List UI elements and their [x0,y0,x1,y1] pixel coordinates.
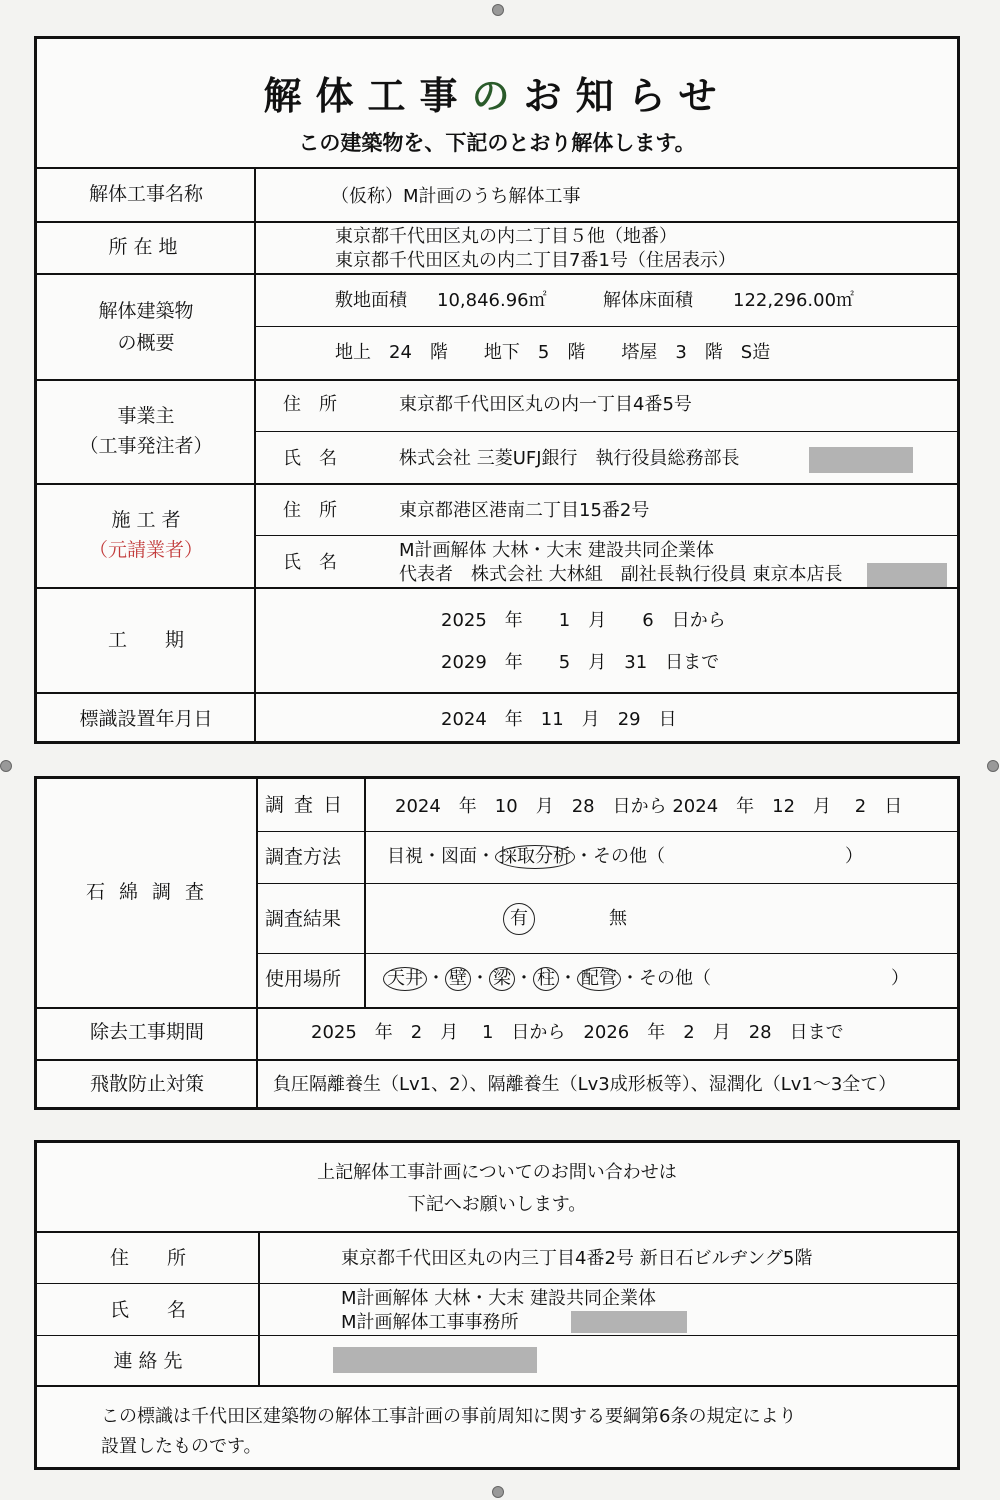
client-name-label: 氏 名 [283,448,337,469]
period-to: 2029 年 5 月 31 日まで [441,652,720,673]
client-label-line2: （工事発注者） [79,435,213,457]
method-before: 目視・図面・ [387,846,495,867]
location-line1: 東京都千代田区丸の内二丁目５他（地番） [335,226,677,247]
period-from: 2025 年 1 月 6 日から [441,610,726,631]
contact-intro-line2: 下記へお願いします。 [407,1194,587,1215]
site-area-value: 10,846.96㎡ [437,290,547,311]
places-label: 使用場所 [265,968,342,990]
redacted-name-block [867,563,947,587]
pin-icon [987,760,999,772]
contractor-name-line2: 代表者 株式会社 大林組 副社長執行役員 東京本店長 [399,564,843,585]
client-name: 株式会社 三菱UFJ銀行 執行役員総務部長 [399,448,740,469]
sign-date-value: 2024 年 11 月 29 日 [441,709,677,730]
notice-subtitle: この建築物を、下記のとおり解体します。 [298,131,696,155]
asbestos-section-label: 石 綿 調 査 [85,881,209,903]
method-label: 調査方法 [265,846,342,868]
client-label-line1: 事業主 [117,405,175,427]
client-address: 東京都千代田区丸の内一丁目4番5号 [399,394,692,415]
result-yes-circled: 有 [503,903,535,935]
overview-label-line2: の概要 [117,332,175,354]
contact-name-line2: M計画解体工事事務所 [341,1312,519,1333]
location-line2: 東京都千代田区丸の内二丁目7番1号（住居表示） [335,250,736,271]
contractor-name-line1: M計画解体 大林・大末 建設共同企業体 [399,540,714,561]
pin-icon [492,4,504,16]
period-label: 工 期 [107,629,184,651]
contact-name-line1: M計画解体 大林・大末 建設共同企業体 [341,1288,656,1309]
contact-address: 東京都千代田区丸の内三丁目4番2号 新日石ビルヂング5階 [341,1248,813,1269]
measures-label: 飛散防止対策 [89,1073,204,1095]
pin-icon [0,760,12,772]
contractor-label-line2: （元請業者） [88,539,203,561]
client-address-label: 住 所 [283,394,337,415]
method-circled: 採取分析 [495,845,575,869]
contact-phone-label: 連 絡 先 [113,1350,183,1372]
result-label: 調査結果 [265,908,342,930]
result-no: 無 [609,908,627,929]
measures-value: 負圧隔離養生（Lv1、2）、隔離養生（Lv3成形板等）、湿潤化（Lv1～3全て） [273,1074,897,1095]
contractor-address-label: 住 所 [283,500,337,521]
place-column: 柱 [533,967,559,991]
place-ceiling: 天井 [383,967,427,991]
demolition-notice-board [34,36,960,744]
title-no: の [471,74,524,118]
method-value [387,845,863,869]
pin-icon [492,1486,504,1498]
notice-title [37,65,957,120]
removal-period: 2025 年 2 月 1 日から 2026 年 2 月 28 日まで [311,1022,844,1043]
contact-board [34,1140,960,1470]
contractor-label-line1: 施 工 者 [111,509,181,531]
floor-area-label: 解体床面積 [603,290,693,311]
project-name-value: （仮称）M計画のうち解体工事 [331,186,581,207]
contact-name-label: 氏 名 [109,1299,186,1321]
place-beam: 梁 [489,967,515,991]
footer-line1: この標識は千代田区建築物の解体工事計画の事前周知に関する要綱第6条の規定により [101,1406,797,1427]
asbestos-survey-board [34,776,960,1110]
contractor-name-label: 氏 名 [283,552,337,573]
floors-value: 地上 24 階 地下 5 階 塔屋 3 階 S造 [335,342,771,363]
redacted-name-block [571,1311,687,1333]
removal-label: 除去工事期間 [89,1021,204,1043]
site-area-label: 敷地面積 [335,290,407,311]
redacted-name-block [809,447,913,473]
method-after: ・その他（ ） [575,846,863,867]
places-other: ・その他（ ） [621,968,909,989]
footer-line2: 設置したものです。 [101,1436,262,1457]
place-wall: 壁 [445,967,471,991]
result-yes [503,903,535,935]
place-piping: 配管 [577,967,621,991]
title-rest: お知らせ [523,74,731,118]
contact-address-label: 住 所 [109,1247,186,1269]
title-main: 解体工事 [263,74,472,118]
overview-label-line1: 解体建築物 [98,300,194,322]
survey-date-label: 調 査 日 [265,794,345,816]
location-label: 所在地 [108,236,184,258]
sign-date-label: 標識設置年月日 [79,708,213,730]
contractor-address: 東京都港区港南二丁目15番2号 [399,500,650,521]
project-name-label: 解体工事名称 [88,183,203,205]
contact-intro-line1: 上記解体工事計画についてのお問い合わせは [317,1162,677,1183]
redacted-phone-block [333,1347,537,1373]
places-value: 天井 ・ 壁 ・ 梁 ・ 柱 ・ 配管 ・その他（ ） [383,967,909,991]
floor-area-value: 122,296.00㎡ [733,290,855,311]
survey-date-value: 2024 年 10 月 28 日から 2024 年 12 月 2 日 [395,796,903,817]
